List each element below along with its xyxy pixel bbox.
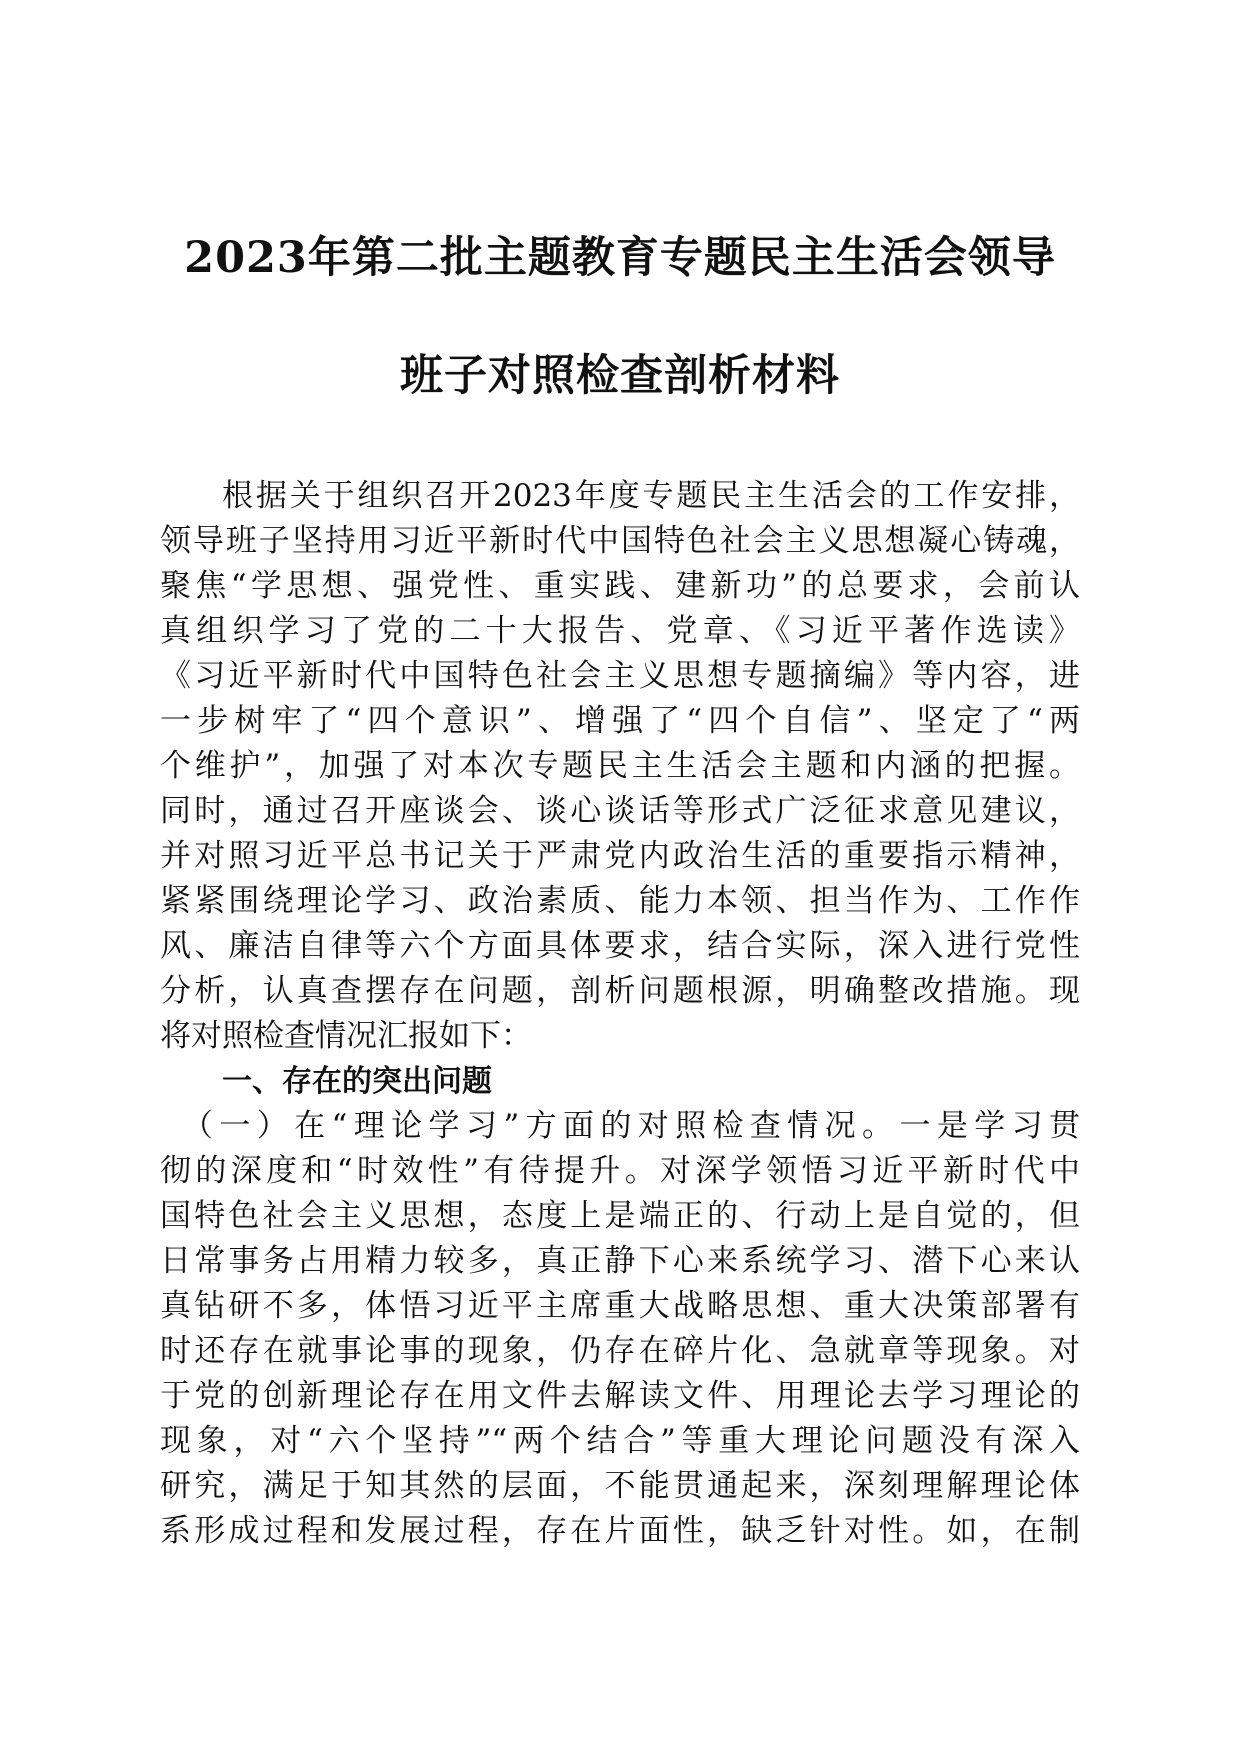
body-line: 研究，满足于知其然的层面，不能贯通起来，深刻理解理论体 [160,1468,1080,1504]
document-title-line-2: 班子对照检查剖析材料 [400,351,840,401]
section-heading: 一、存在的突出问题 [222,1064,492,1099]
body-line: 一步树牢了“四个意识”、增强了“四个自信”、坚定了“两 [160,703,1080,739]
body-line: 国特色社会主义思想，态度上是端正的、行动上是自觉的，但 [160,1198,1080,1234]
body-line: 系形成过程和发展过程，存在片面性，缺乏针对性。如，在制 [160,1513,1080,1549]
body-line: 领导班子坚持用习近平新时代中国特色社会主义思想凝心铸魂， [160,523,1080,559]
body-line: 聚焦“学思想、强党性、重实践、建新功”的总要求，会前认 [160,568,1080,604]
body-line: 彻的深度和“时效性”有待提升。对深学领悟习近平新时代中 [160,1153,1080,1189]
body-line: 风、廉洁自律等六个方面具体要求，结合实际，深入进行党性 [160,928,1080,964]
body-line: 根据关于组织召开2023年度专题民主生活会的工作安排， [222,478,1080,514]
body-line: 时还存在就事论事的现象，仍存在碎片化、急就章等现象。对 [160,1333,1080,1369]
body-line: 真钻研不多，体悟习近平主席重大战略思想、重大决策部署有 [160,1288,1080,1324]
document-body [160,474,1080,1554]
document-title-line-1: 2023年第二批主题教育专题民主生活会领导 [184,233,1056,283]
body-line: 个维护”，加强了对本次专题民主生活会主题和内涵的把握。 [160,748,1080,784]
body-line: 于党的创新理论存在用文件去解读文件、用理论去学习理论的 [160,1378,1080,1414]
body-line: 《习近平新时代中国特色社会主义思想专题摘编》等内容，进 [160,658,1080,694]
body-line: 日常事务占用精力较多，真正静下心来系统学习、潜下心来认 [160,1243,1080,1279]
body-line: 同时，通过召开座谈会、谈心谈话等形式广泛征求意见建议， [160,793,1080,829]
body-line: 现象，对“六个坚持”“两个结合”等重大理论问题没有深入 [160,1423,1080,1459]
body-line: 将对照检查情况汇报如下： [160,1018,532,1054]
body-line: 真组织学习了党的二十大报告、党章、《习近平著作选读》 [160,613,1080,649]
body-line: 紧紧围绕理论学习、政治素质、能力本领、担当作为、工作作 [160,883,1080,919]
body-line: 分析，认真查摆存在问题，剖析问题根源，明确整改措施。现 [160,973,1080,1009]
body-line: 并对照习近平总书记关于严肃党内政治生活的重要指示精神， [160,838,1080,874]
subsection-line: （一）在“理论学习”方面的对照检查情况。一是学习贯 [182,1108,1080,1144]
